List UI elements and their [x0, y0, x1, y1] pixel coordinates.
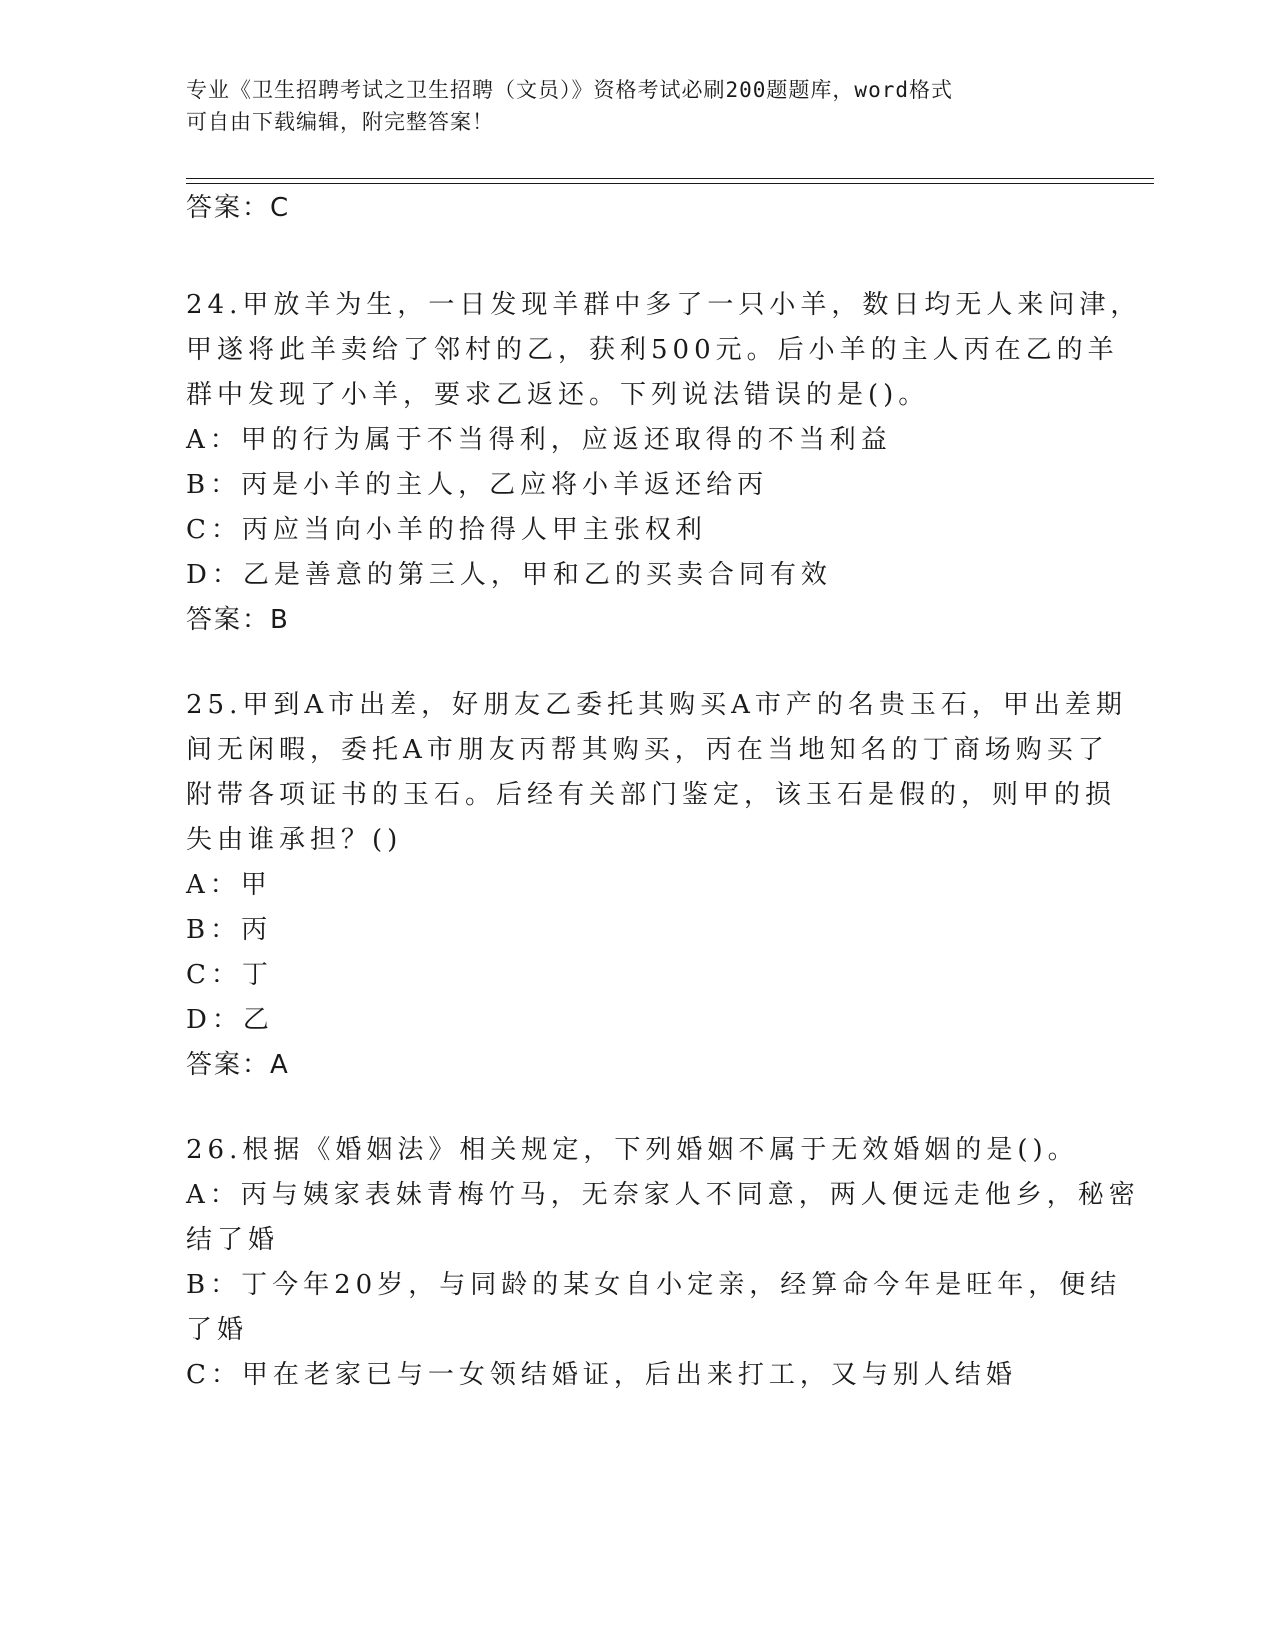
question-24-option-a: A：甲的行为属于不当得利，应返还取得的不当利益 [186, 425, 892, 455]
question-24-line-3: 群中发现了小羊，要求乙返还。下列说法错误的是()。 [186, 380, 930, 410]
question-content [186, 186, 1142, 1398]
header-rule-bottom [186, 183, 1154, 184]
question-25 [186, 683, 1127, 1088]
question-24-option-d: D：乙是善意的第三人，甲和乙的买卖合同有效 [186, 560, 832, 590]
question-24-line-1: 24.甲放羊为生，一日发现羊群中多了一只小羊，数日均无人来问津， [186, 290, 1142, 320]
header-line-1: 专业《卫生招聘考试之卫生招聘（文员）》资格考试必刷200题题库，word格式 [186, 78, 953, 102]
question-26-line-1: 26.根据《婚姻法》相关规定，下列婚姻不属于无效婚姻的是()。 [186, 1135, 1079, 1165]
question-25-line-1: 25.甲到A市出差，好朋友乙委托其购买A市产的名贵玉石，甲出差期 [186, 690, 1127, 720]
question-25-line-2: 间无闲暇，委托A市朋友丙帮其购买，丙在当地知名的丁商场购买了 [186, 735, 1109, 765]
header-rule-top [186, 178, 1154, 179]
question-26-option-a-cont: 结了婚 [186, 1225, 280, 1255]
question-24-option-b: B：丙是小羊的主人，乙应将小羊返还给丙 [186, 470, 769, 500]
previous-answer: 答案：C [186, 193, 291, 223]
question-24-line-2: 甲遂将此羊卖给了邻村的乙，获利500元。后小羊的主人丙在乙的羊 [186, 335, 1119, 365]
question-25-option-b: B：丙 [186, 915, 273, 945]
question-24-answer: 答案：B [186, 605, 290, 635]
question-25-option-d: D：乙 [186, 1005, 274, 1035]
question-25-line-4: 失由谁承担？() [186, 825, 403, 855]
question-25-option-a: A：甲 [186, 870, 272, 900]
question-26 [186, 1128, 1140, 1398]
question-25-option-c: C：丁 [186, 960, 273, 990]
question-25-answer: 答案：A [186, 1050, 290, 1080]
question-26-option-b-cont: 了婚 [186, 1315, 249, 1345]
question-26-option-b: B：丁今年20岁，与同龄的某女自小定亲，经算命今年是旺年，便结 [186, 1270, 1122, 1300]
question-24-option-c: C：丙应当向小羊的拾得人甲主张权利 [186, 515, 707, 545]
question-25-line-3: 附带各项证书的玉石。后经有关部门鉴定，该玉石是假的，则甲的损 [186, 780, 1117, 810]
question-24 [186, 283, 1142, 643]
header-line-2: 可自由下载编辑，附完整答案！ [186, 110, 494, 134]
page-header [186, 74, 1066, 138]
question-26-option-a: A：丙与姨家表妹青梅竹马，无奈家人不同意，两人便远走他乡，秘密 [186, 1180, 1140, 1210]
question-26-option-c: C：甲在老家已与一女领结婚证，后出来打工，又与别人结婚 [186, 1360, 1017, 1390]
